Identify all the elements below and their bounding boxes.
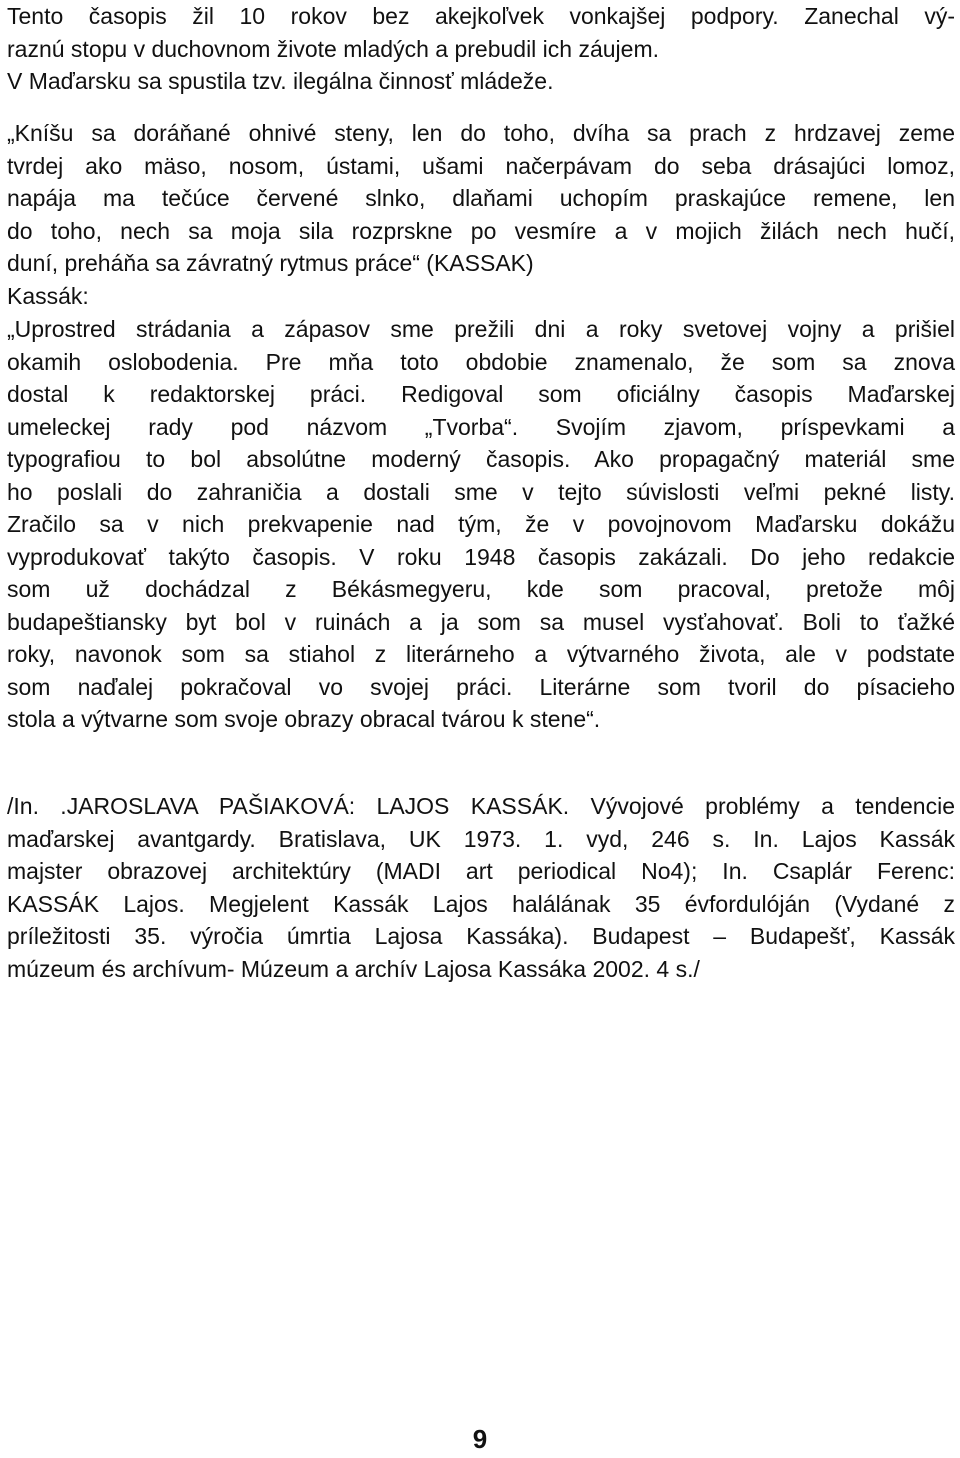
kassak-quote-line: vyprodukovať takýto časopis. V roku 1948 časopis zakázali. Do jeho redakcie [7,543,955,570]
kassak-quote [7,313,955,736]
poem-line: napája ma tečúce červené slnko, dlaňami uchopím praskajúce remene, len [7,185,955,211]
reference-line: maďarskej avantgardy. Bratislava, UK 1973. 1. vyd, 246 s. In. Lajos Kassák [7,825,955,852]
poem-line: duní, preháňa sa závratný rytmus práce“ (KASSAK) [7,250,534,276]
poem-line: „Kníšu sa doráňané ohnivé steny, len do toho, dvíha sa prach z hrdzavej zeme [7,120,955,146]
poem-line: do toho, nech sa moja sila rozprskne po vesmíre a v mojich žilách nech hučí, [7,217,955,244]
intro-line: raznú stopu v duchovnom živote mladých a prebudil ich záujem. [7,35,660,62]
page-number: 9 [472,1424,488,1454]
kassak-quote-line: Zračilo sa v nich prekvapenie nad tým, že v povojnovom Maďarsku dokážu [7,511,955,537]
kassak-quote-line: okamih oslobodenia. Pre mňa toto obdobie znamenalo, že som sa znova [7,348,955,375]
poem-line: tvrdej ako mäso, nosom, ústami, ušami načerpávam do seba drásajúci lomoz, [7,152,955,179]
kassak-quote-line: ho poslali do zahraničia a dostali sme v tejto súvislosti veľmi pekné listy. [7,478,955,505]
kassak-quote-line: budapeštiansky byt bol v ruinách a ja som sa musel vysťahovať. Boli to ťažké [7,608,955,635]
intro-line: Tento časopis žil 10 rokov bez akejkoľvek vonkajšej podpory. Zanechal vý- [7,3,955,29]
kassak-quote-line: roky, navonok som sa stiahol z literárneho a výtvarného života, ale v podstate [7,641,955,667]
kassak-quote-line: typografiou to bol absolútne moderný časopis. Ako propagačný materiál sme [7,446,955,472]
kassak-label [7,280,955,313]
bibliographic-reference [7,790,955,985]
kassak-quote-line: dostal k redaktorskej práci. Redigoval som oficiálny časopis Maďarskej [7,381,955,407]
kassak-quote-line: stola a výtvarne som svoje obrazy obracal tvárou k stene“. [7,706,601,732]
reference-line: KASSÁK Lajos. Megjelent Kassák Lajos halálának 35 évfordulóján (Vydané z [7,890,955,917]
poem-quote [7,117,955,280]
kassak-quote-line: umeleckej rady pod názvom „Tvorba“. Svojím zjavom, príspevkami a [7,413,955,440]
kassak-quote-line: „Uprostred strádania a zápasov sme prežili dni a roky svetovej vojny a prišiel [7,316,955,342]
kassak-quote-line: som už dochádzal z Békásmegyeru, kde som pracoval, pretože môj [7,576,955,602]
kassak-quote-line: som naďalej pokračoval vo svojej práci. Literárne som tvoril do písacieho [7,673,955,700]
reference-line: majster obrazovej architektúry (MADI art periodical No4); In. Csaplár Ferenc: [7,858,955,884]
reference-line: /In. .JAROSLAVA PAŠIAKOVÁ: LAJOS KASSÁK. Vývojové problémy a tendencie [7,793,955,819]
intro-line: V Maďarsku sa spustila tzv. ilegálna činnosť mládeže. [7,68,554,94]
reference-line: príležitosti 35. výročia úmrtia Lajosa Kassáka). Budapest – Budapešť, Kassák [7,923,955,949]
intro-paragraph [7,0,955,98]
kassak-label-text: Kassák: [7,283,89,309]
reference-line: múzeum és archívum- Múzeum a archív Lajosa Kassáka 2002. 4 s./ [7,955,700,982]
